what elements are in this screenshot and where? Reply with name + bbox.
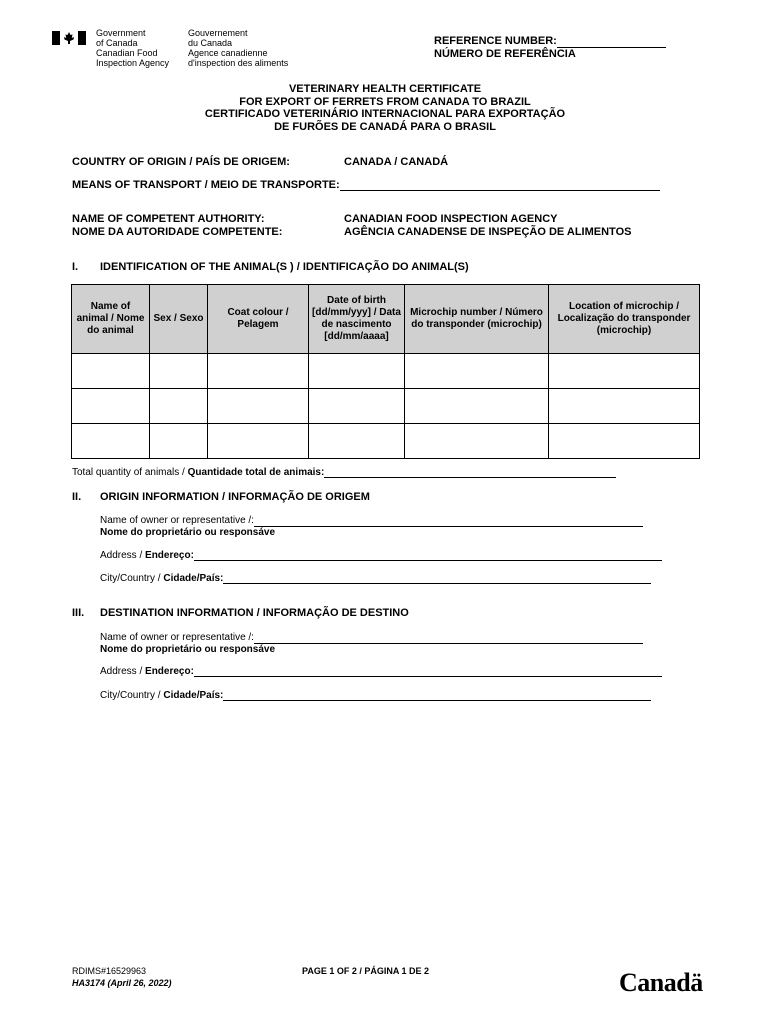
table-row [72, 424, 700, 459]
table-cell[interactable] [309, 424, 405, 459]
total-label-en: Total quantity of animals / [72, 467, 188, 478]
col-header-location: Location of microchip / Localização do transponder (microchip) [549, 285, 700, 354]
origin-address-label-pt: Endereço: [145, 550, 194, 561]
reference-number [434, 35, 666, 61]
table-cell[interactable] [72, 354, 150, 389]
table-cell[interactable] [72, 389, 150, 424]
agency-name-fr [188, 48, 288, 68]
table-cell[interactable] [150, 354, 208, 389]
gov-name-en [96, 28, 146, 48]
origin-city-label-pt: Cidade/País: [163, 573, 224, 584]
origin-label: COUNTRY OF ORIGIN / PAÍS DE ORIGEM: [72, 156, 290, 168]
section3-title: DESTINATION INFORMATION / INFORMAÇÃO DE DESTINO [100, 607, 409, 619]
canada-flag-icon [52, 31, 86, 50]
origin-owner-row [100, 515, 643, 539]
table-header-row [72, 285, 700, 354]
reference-label-pt: NÚMERO DE REFERÊNCIA [434, 48, 576, 60]
title-line3: CERTIFICADO VETERINÁRIO INTERNACIONAL PARA EXPORTAÇÃO [204, 108, 566, 120]
total-quantity-row [72, 467, 616, 478]
animal-table [71, 284, 700, 459]
origin-address-field[interactable] [194, 550, 662, 561]
destination-address-row [100, 666, 662, 677]
footer-ids [72, 965, 172, 989]
total-label-pt: Quantidade total de animais: [187, 467, 325, 478]
agency-fr-line1: Agence canadienne [188, 48, 268, 58]
agency-en-line2: Inspection Agency [96, 58, 170, 68]
rdims-number: RDIMS#16529963 [72, 966, 147, 976]
origin-owner-label-en: Name of owner or representative /: [100, 515, 254, 526]
table-cell[interactable] [150, 389, 208, 424]
col-header-microchip: Microchip number / Número do transponder (microchip) [405, 285, 549, 354]
gov-name-fr [188, 28, 248, 48]
agency-name-en [96, 48, 169, 68]
gov-en-line2: of Canada [96, 38, 138, 48]
table-cell[interactable] [405, 424, 549, 459]
destination-city-row [100, 690, 651, 701]
transport-row [72, 179, 660, 191]
agency-fr-line2: d'inspection des aliments [188, 58, 289, 68]
authority-value-en: CANADIAN FOOD INSPECTION AGENCY [344, 213, 558, 225]
title-line2: FOR EXPORT OF FERRETS FROM CANADA TO BRAZIL [239, 95, 531, 108]
table-row [72, 354, 700, 389]
gov-fr-line2: du Canada [188, 38, 233, 48]
destination-city-field[interactable] [223, 690, 651, 701]
authority-label [72, 213, 282, 238]
table-cell[interactable] [150, 424, 208, 459]
gov-fr-line1: Gouvernement [188, 28, 248, 38]
origin-address-row [100, 550, 662, 561]
origin-city-label-en: City/Country / [100, 573, 164, 584]
destination-address-label-en: Address / [100, 666, 146, 677]
authority-label-pt: NOME DA AUTORIDADE COMPETENTE: [72, 225, 283, 238]
authority-value-pt: AGÊNCIA CANADENSE DE INSPEÇÃO DE ALIMENTOS [344, 225, 632, 238]
origin-city-row [100, 573, 651, 584]
authority-value [344, 213, 631, 238]
col-header-sex: Sex / Sexo [150, 285, 208, 354]
table-cell[interactable] [309, 354, 405, 389]
document-title [0, 83, 770, 133]
origin-city-field[interactable] [223, 573, 651, 584]
page-number: PAGE 1 OF 2 / PÁGINA 1 DE 2 [302, 966, 430, 976]
reference-number-field[interactable] [557, 36, 666, 48]
section2-number: II. [72, 491, 82, 503]
section1-number: I. [72, 261, 79, 273]
destination-owner-label-en: Name of owner or representative /: [100, 632, 254, 643]
agency-en-line1: Canadian Food [96, 48, 158, 58]
table-cell[interactable] [549, 354, 700, 389]
table-cell[interactable] [549, 424, 700, 459]
table-cell[interactable] [208, 354, 309, 389]
table-cell[interactable] [405, 389, 549, 424]
origin-value: CANADA / CANADÁ [344, 156, 449, 168]
total-quantity-field[interactable] [324, 467, 616, 478]
destination-address-field[interactable] [194, 666, 662, 677]
table-row [72, 389, 700, 424]
origin-owner-field[interactable] [254, 516, 643, 527]
table-cell[interactable] [72, 424, 150, 459]
transport-field[interactable] [340, 179, 660, 191]
col-header-coat: Coat colour / Pelagem [208, 285, 309, 354]
origin-owner-label-pt: Nome do proprietário ou responsáve [100, 527, 276, 538]
origin-address-label-en: Address / [100, 550, 146, 561]
destination-owner-row [100, 632, 643, 656]
title-line1: VETERINARY HEALTH CERTIFICATE [288, 83, 482, 95]
table-cell[interactable] [549, 389, 700, 424]
table-cell[interactable] [208, 424, 309, 459]
section1-title: IDENTIFICATION OF THE ANIMAL(S ) / IDENTIFICAÇÃO DO ANIMAL(S) [100, 261, 469, 273]
col-header-dob: Date of birth [dd/mm/yyy] / Data de nascimento [dd/mm/aaaa] [309, 285, 405, 354]
title-line4: DE FURÕES DE CANADÁ PARA O BRASIL [274, 120, 496, 133]
col-header-name: Name of animal / Nome do animal [72, 285, 150, 354]
destination-owner-label-pt: Nome do proprietário ou responsáve [100, 644, 276, 655]
table-cell[interactable] [208, 389, 309, 424]
reference-label-en: REFERENCE NUMBER: [434, 35, 557, 47]
table-cell[interactable] [309, 389, 405, 424]
section2-title: ORIGIN INFORMATION / INFORMAÇÃO DE ORIGEM [100, 491, 370, 503]
authority-label-en: NAME OF COMPETENT AUTHORITY: [72, 213, 265, 225]
destination-city-label-en: City/Country / [100, 690, 164, 701]
canada-wordmark: Canadä [619, 968, 703, 997]
section3-number: III. [72, 607, 85, 619]
transport-label: MEANS OF TRANSPORT / MEIO DE TRANSPORTE: [72, 179, 340, 191]
table-cell[interactable] [405, 354, 549, 389]
destination-owner-field[interactable] [254, 633, 643, 644]
destination-city-label-pt: Cidade/País: [163, 690, 224, 701]
form-number: HA3174 (April 26, 2022) [72, 978, 172, 988]
destination-address-label-pt: Endereço: [145, 666, 194, 677]
gov-en-line1: Government [96, 28, 146, 38]
